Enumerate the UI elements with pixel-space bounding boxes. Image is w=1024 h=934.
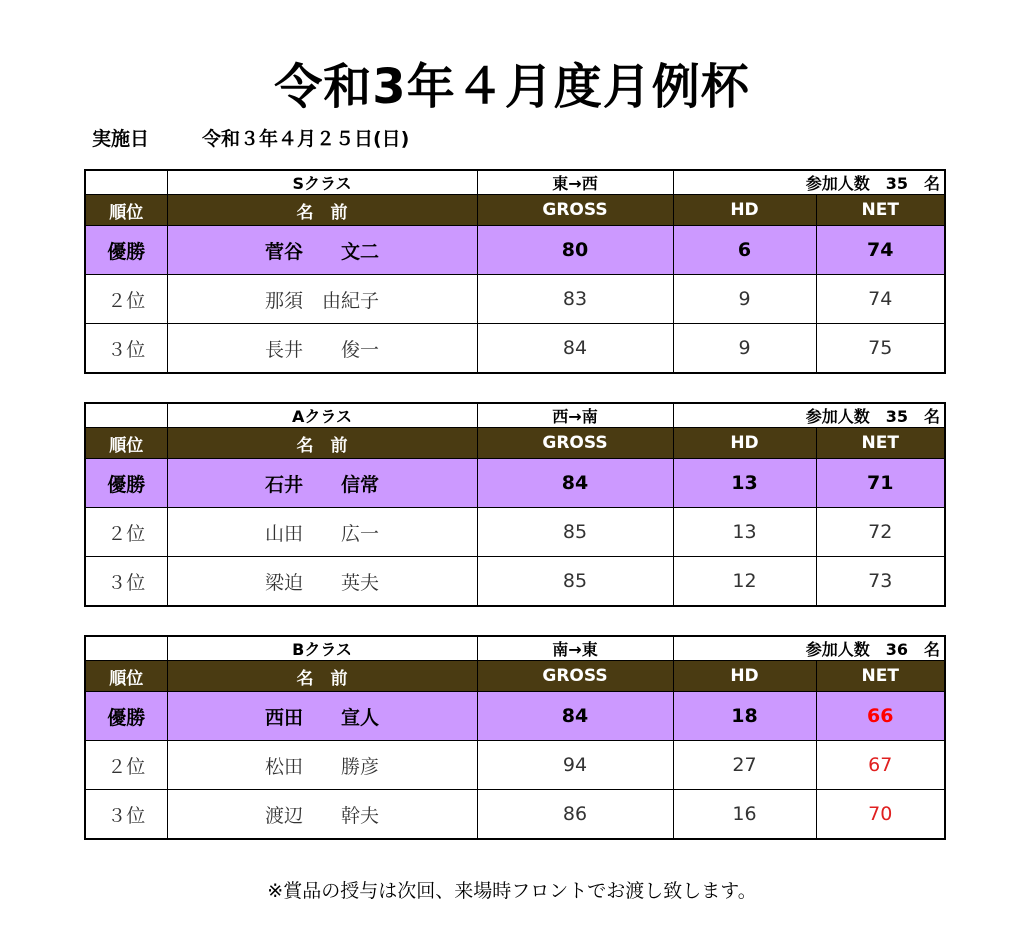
header-net: NET [816, 195, 945, 226]
gross-cell: 85 [477, 557, 673, 607]
column-header-row [85, 195, 945, 226]
table-row [85, 790, 945, 840]
rank-cell: ２位 [85, 508, 167, 557]
header-hd: HD [673, 428, 816, 459]
course-direction: 東→西 [477, 170, 673, 195]
class-name: Aクラス [167, 403, 477, 428]
footer-note: ※賞品の授与は次回、来場時フロントでお渡し致します。 [267, 880, 757, 902]
hd-cell: 12 [673, 557, 816, 607]
table-row [85, 324, 945, 374]
header-net: NET [816, 661, 945, 692]
class-info-row [85, 636, 945, 661]
event-date [92, 124, 409, 151]
table-row [85, 741, 945, 790]
name-cell: 菅谷 文二 [167, 226, 477, 275]
hd-cell: 6 [673, 226, 816, 275]
results-table-a-class [84, 402, 946, 607]
gross-cell: 86 [477, 790, 673, 840]
gross-cell: 94 [477, 741, 673, 790]
header-rank: 順位 [85, 428, 167, 459]
header-net: NET [816, 428, 945, 459]
rank-cell: 優勝 [85, 226, 167, 275]
gross-cell: 84 [477, 692, 673, 741]
header-gross: GROSS [477, 428, 673, 459]
winner-row [85, 459, 945, 508]
header-name: 名 前 [167, 195, 477, 226]
table-row [85, 275, 945, 324]
hd-cell: 13 [673, 459, 816, 508]
header-gross: GROSS [477, 661, 673, 692]
rank-cell: ２位 [85, 275, 167, 324]
header-gross: GROSS [477, 195, 673, 226]
participant-count: 参加人数 35 名 [673, 403, 945, 428]
name-cell: 長井 俊一 [167, 324, 477, 374]
gross-cell: 85 [477, 508, 673, 557]
course-direction: 南→東 [477, 636, 673, 661]
name-cell: 松田 勝彦 [167, 741, 477, 790]
hd-cell: 16 [673, 790, 816, 840]
rank-cell: 優勝 [85, 692, 167, 741]
hd-cell: 27 [673, 741, 816, 790]
rank-cell: ３位 [85, 324, 167, 374]
hd-cell: 9 [673, 324, 816, 374]
header-name: 名 前 [167, 661, 477, 692]
hd-cell: 18 [673, 692, 816, 741]
gross-cell: 84 [477, 459, 673, 508]
class-info-row [85, 403, 945, 428]
net-cell: 74 [816, 275, 945, 324]
net-cell: 71 [816, 459, 945, 508]
blank-cell [85, 403, 167, 428]
results-table-b-class [84, 635, 946, 840]
table-row [85, 508, 945, 557]
date-label: 実施日 [92, 128, 150, 150]
participant-count: 参加人数 36 名 [673, 636, 945, 661]
class-info-row [85, 170, 945, 195]
net-cell: 66 [816, 692, 945, 741]
net-cell: 72 [816, 508, 945, 557]
rank-cell: ３位 [85, 557, 167, 607]
header-hd: HD [673, 195, 816, 226]
name-cell: 渡辺 幹夫 [167, 790, 477, 840]
net-cell: 75 [816, 324, 945, 374]
net-cell: 73 [816, 557, 945, 607]
gross-cell: 80 [477, 226, 673, 275]
column-header-row [85, 428, 945, 459]
hd-cell: 13 [673, 508, 816, 557]
hd-cell: 9 [673, 275, 816, 324]
column-header-row [85, 661, 945, 692]
participant-count: 参加人数 35 名 [673, 170, 945, 195]
net-cell: 74 [816, 226, 945, 275]
date-value: 令和３年４月２５日(日) [202, 128, 410, 150]
net-cell: 70 [816, 790, 945, 840]
blank-cell [85, 170, 167, 195]
net-cell: 67 [816, 741, 945, 790]
header-rank: 順位 [85, 195, 167, 226]
header-name: 名 前 [167, 428, 477, 459]
table-row [85, 557, 945, 607]
rank-cell: ２位 [85, 741, 167, 790]
name-cell: 山田 広一 [167, 508, 477, 557]
rank-cell: ３位 [85, 790, 167, 840]
winner-row [85, 226, 945, 275]
name-cell: 石井 信常 [167, 459, 477, 508]
class-name: Bクラス [167, 636, 477, 661]
course-direction: 西→南 [477, 403, 673, 428]
header-rank: 順位 [85, 661, 167, 692]
blank-cell [85, 636, 167, 661]
results-table-s-class [84, 169, 946, 374]
gross-cell: 83 [477, 275, 673, 324]
winner-row [85, 692, 945, 741]
header-hd: HD [673, 661, 816, 692]
class-name: Sクラス [167, 170, 477, 195]
name-cell: 梁迫 英夫 [167, 557, 477, 607]
name-cell: 那須 由紀子 [167, 275, 477, 324]
rank-cell: 優勝 [85, 459, 167, 508]
gross-cell: 84 [477, 324, 673, 374]
name-cell: 西田 宣人 [167, 692, 477, 741]
page-title: 令和3年４月度月例杯 [274, 59, 750, 115]
